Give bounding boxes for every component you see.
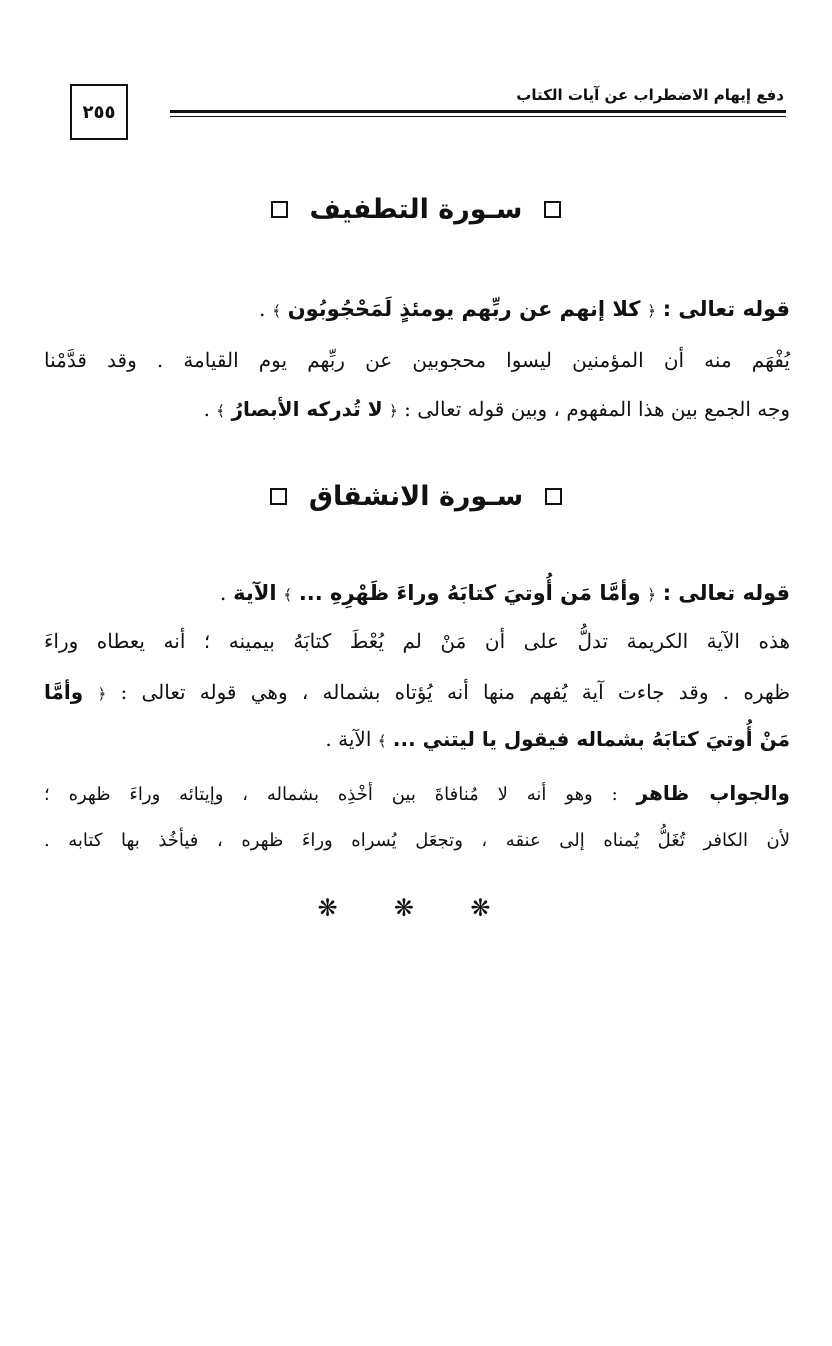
verse-label: قوله تعالى : (662, 297, 790, 321)
running-title: دفع إيهام الاضطراب عن آيات الكتاب (516, 86, 784, 104)
quran-bracket-close-icon: ﴾ (216, 402, 226, 420)
header-rule-thick (170, 110, 786, 113)
section-heading-inshiqaq (0, 481, 832, 512)
verse-label: قوله تعالى : (662, 581, 790, 605)
verse-quote: مَنْ أُوتيَ كتابَهُ بشماله فيقول يا ليتني ... (392, 727, 790, 751)
quran-bracket-open-icon: ﴿ (97, 685, 107, 703)
verse-tail: الآية (233, 581, 277, 605)
line-end: . (203, 397, 210, 421)
square-ornament-icon (545, 488, 562, 505)
header-rule-thin (170, 116, 786, 117)
square-ornament-icon (544, 201, 561, 218)
line-end: . (219, 581, 227, 605)
text-line (44, 394, 790, 426)
text-line (44, 724, 790, 756)
verse-quote: كلا إنهم عن ربِّهم يومئذٍ لَمَحْجُوبُون (287, 297, 641, 321)
square-ornament-icon (271, 201, 288, 218)
line-text: وجه الجمع بين هذا المفهوم ، وبين قوله تعالى : (404, 397, 790, 421)
footer-ornament-icon: ❋ ❋ ❋ (317, 894, 515, 922)
line-text: ظهره . وقد جاءت آية يُفهم منها أنه يُؤتاه بشماله ، وهي قوله تعالى : (120, 680, 791, 704)
line-text: : وهو أنه لا مُنافاةَ بين أخْذِه بشماله ، وإيتائه وراءَ ظهره ؛ (44, 784, 618, 805)
verse-quote: لا تُدركه الأبصارُ (231, 397, 383, 421)
text-line (44, 778, 790, 810)
section-heading-tatfif (0, 194, 832, 225)
page-number: ٢٥٥ (70, 84, 128, 140)
line-end: . (258, 297, 266, 321)
line-text: الآية . (325, 727, 372, 751)
quran-bracket-close-icon: ﴾ (272, 302, 282, 320)
text-line: يُفْهَم منه أن المؤمنين ليسوا محجوبين عن ربِّهم يوم القيامة . وقد قدَّمْنا (44, 348, 790, 372)
text-line (44, 677, 790, 709)
text-line: لأن الكافر تُغَلُّ يُمناه إلى عنقه ، وتجعَل يُسراه وراءَ ظهره ، فيأخُذ بها كتابه . (44, 830, 790, 851)
square-ornament-icon (270, 488, 287, 505)
quran-bracket-open-icon: ﴿ (388, 402, 398, 420)
section-title: سـورة التطفيف (309, 194, 523, 225)
verse-quote: وأمَّا مَن أُوتيَ كتابَهُ وراءَ ظَهْرِهِ ... (298, 581, 641, 605)
quran-bracket-open-icon: ﴿ (647, 586, 656, 604)
quran-bracket-close-icon: ﴾ (283, 586, 293, 604)
quran-bracket-close-icon: ﴾ (377, 732, 387, 750)
answer-label: والجواب ظاهر (636, 781, 790, 805)
text-line: هذه الآية الكريمة تدلُّ على أن مَنْ لم يُعْطَ كتابَهُ بيمينه ؛ أنه يعطاه وراءَ (44, 629, 790, 653)
verse-quote: وأمَّا (44, 680, 84, 704)
verse-line (44, 294, 790, 326)
quran-bracket-open-icon: ﴿ (647, 302, 656, 320)
section-title: سـورة الانشقاق (308, 481, 524, 512)
verse-line (44, 578, 790, 610)
